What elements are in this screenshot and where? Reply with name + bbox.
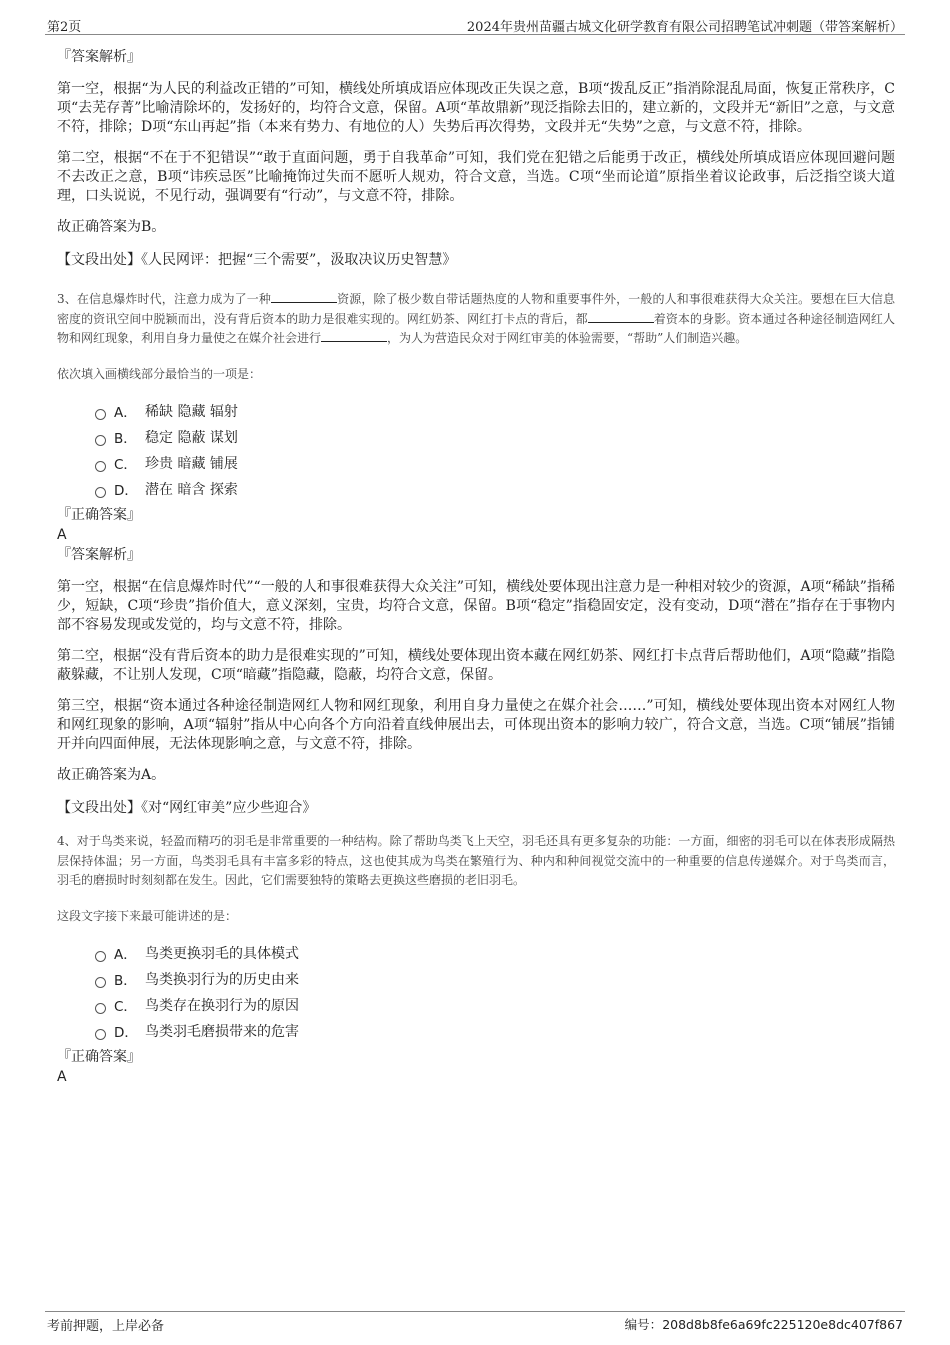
q2-conclusion: 故正确答案为B。 [57,219,166,235]
radio-icon[interactable] [95,461,106,472]
page-header [45,14,905,35]
page-content [57,46,895,1086]
code-label: 编号： [624,1317,663,1332]
option-text: 珍贵 暗藏 铺展 [145,456,238,472]
q3-stem-part-d: ，为人为营造民众对于网红审美的体验需要，“帮助”人们制造兴趣。 [387,331,748,345]
option-letter: D． [114,1025,138,1041]
q3-stem [57,290,895,349]
q3-blank-2 [588,310,654,323]
radio-icon[interactable] [95,951,106,962]
q4-options [57,940,895,1044]
q3-option-d[interactable] [57,476,895,502]
option-letter: B． [114,973,137,989]
q3-prompt: 依次填入画横线部分最恰当的一项是： [57,366,262,381]
option-text: 鸟类存在换羽行为的原因 [145,998,299,1014]
q3-stem-part-c: 着资本的身影。资本通过各种途径制造网红人物和网红现象，利用自身力量使之在媒介社会进行 [57,311,895,345]
q4-answer-label: 『正确答案』 [57,1049,141,1065]
q2-analysis-label: 『答案解析』 [57,49,141,65]
radio-icon[interactable] [95,977,106,988]
page-footer [45,1311,905,1334]
q4-option-a[interactable] [57,940,895,966]
q3-option-b[interactable] [57,424,895,450]
radio-icon[interactable] [95,487,106,498]
option-letter: A． [114,947,137,963]
q3-option-c[interactable] [57,450,895,476]
q4-stem: 4、对于鸟类来说，轻盈而精巧的羽毛是非常重要的一种结构。除了帮助鸟类飞上天空，羽毛还具有更多复杂的功能：一方面，细密的羽毛可以在体表形成隔热层保持体温；另一方面，鸟类羽毛具有丰富多彩的特点，这也使其成为鸟类在繁殖行为、种内和种间视觉交流中的一种重要的信息传递媒介。对于鸟类而言，羽毛的磨损时时刻刻都在发生。因此，它们需要独特的策略去更换这些磨损的老旧羽毛。 [57,834,895,887]
document-code [625,1315,903,1333]
option-letter: C． [114,457,137,473]
q3-stem-part-a: 3、在信息爆炸时代，注意力成为了一种 [57,292,271,306]
q4-option-b[interactable] [57,966,895,992]
q3-analysis-para3: 第三空，根据“资本通过各种途径制造网红人物和网红现象，利用自身力量使之在媒介社会……”可知，横线处要体现出资本对网红人物和网红现象的影响，A项“辐射”指从中心向各个方向沿着直线伸展出去，可体现出资本的影响力较广，符合文意，当选。C项“铺展”指铺开并向四面伸展，无法体现影响之意，与文意不符，排除。 [57,698,895,752]
q3-analysis-para1: 第一空，根据“在信息爆炸时代”“一般的人和事很难获得大众关注”可知，横线处要体现出注意力是一种相对较少的资源，A项“稀缺”指稀少，短缺，C项“珍贵”指价值大，意义深刻，宝贵，均符合文意，保留。B项“稳定”指稳固安定，没有变动，D项“潜在”指存在于事物内部不容易发现或发觉的，均与文意不符，排除。 [57,579,895,633]
q4-prompt: 这段文字接下来最可能讲述的是： [57,908,238,923]
q2-analysis-para1: 第一空，根据“为人民的利益改正错的”可知，横线处所填成语应体现改正失误之意，B项“拨乱反正”指消除混乱局面，恢复正常秩序，C项“去芜存菁”比喻清除坏的，发扬好的，均符合文意，保留。A项“革故鼎新”现泛指除去旧的，建立新的，文段并无“新旧”之意，与文意不符，排除；D项“东山再起”指（本来有势力、有地位的人）失势后再次得势，文段并无“失势”之意，与文意不符，排除。 [57,81,895,135]
q3-stem-part-b: 资源，除了极少数自带话题热度的人物和重要事件外，一般的人和事很难获得大众关注。要想在巨大信息密度的资讯空间中脱颖而出，没有背后资本的助力是很难实现的。网红奶茶、网红打卡点的背后，都 [57,292,895,326]
option-text: 鸟类换羽行为的历史由来 [145,972,299,988]
option-letter: C． [114,999,137,1015]
option-text: 鸟类羽毛磨损带来的危害 [145,1024,299,1040]
radio-icon[interactable] [95,435,106,446]
q3-options [57,398,895,502]
q3-analysis-label: 『答案解析』 [57,547,141,563]
q3-blank-3 [321,329,387,342]
q3-blank-1 [271,290,337,303]
code-value: 208d8b8fe6a69fc225120e8dc407f867 [662,1317,903,1332]
q3-conclusion: 故正确答案为A。 [57,767,166,783]
option-letter: A． [114,405,137,421]
footer-slogan: 考前押题，上岸必备 [47,1319,165,1334]
option-letter: B． [114,431,137,447]
q3-source: 【文段出处】《对“网红审美”应少些迎合》 [57,800,317,816]
radio-icon[interactable] [95,1029,106,1040]
q2-source: 【文段出处】《人民网评：把握“三个需要”，汲取决议历史智慧》 [57,252,457,268]
q3-analysis-para2: 第二空，根据“没有背后资本的助力是很难实现的”可知，横线处要体现出资本藏在网红奶茶、网红打卡点背后帮助他们，A项“隐藏”指隐蔽躲藏，不让别人发现，C项“暗藏”指隐藏，隐蔽，均符合文意，保留。 [57,648,895,683]
q3-answer: A [57,527,67,543]
option-letter: D． [114,483,138,499]
option-text: 潜在 暗含 探索 [145,482,238,498]
q4-option-c[interactable] [57,992,895,1018]
q4-answer: A [57,1069,67,1085]
q2-analysis-para2: 第二空，根据“不在于不犯错误”“敢于直面问题，勇于自我革命”可知，我们党在犯错之后能勇于改正，横线处所填成语应体现回避问题不去改正之意，B项“讳疾忌医”比喻掩饰过失而不愿听人规劝，符合文意，当选。C项“坐而论道”原指坐着议论政事，后泛指空谈大道理，口头说说，不见行动，强调要有“行动”，与文意不符，排除。 [57,150,895,204]
option-text: 稀缺 隐藏 辐射 [145,404,238,420]
q4-option-d[interactable] [57,1018,895,1044]
radio-icon[interactable] [95,409,106,420]
option-text: 鸟类更换羽毛的具体模式 [145,946,299,962]
q3-option-a[interactable] [57,398,895,424]
radio-icon[interactable] [95,1003,106,1014]
q3-answer-label: 『正确答案』 [57,507,141,523]
document-title: 2024年贵州苗疆古城文化研学教育有限公司招聘笔试冲刺题（带答案解析） [466,20,903,35]
option-text: 稳定 隐蔽 谋划 [145,430,238,446]
page-number: 第2页 [47,20,82,35]
